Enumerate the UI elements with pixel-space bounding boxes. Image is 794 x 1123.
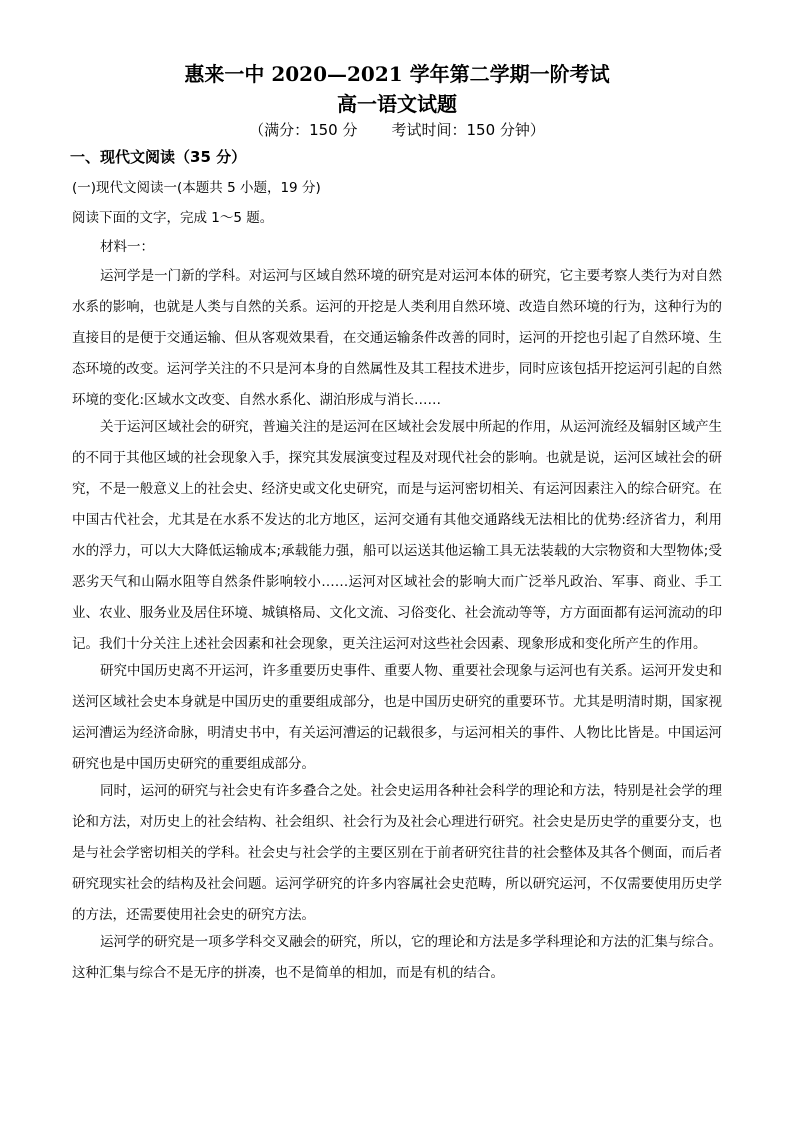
paragraph: 同时，运河的研究与社会史有许多叠合之处。社会史运用各种社会科学的理论和方法，特别是社会学的理论和方法，对历史上的社会结构、社会组织、社会行为及社会心理进行研究。社会史是历史学的重要分支，也是与社会学密切相关的学科。社会史与社会学的主要区别在于前者研究往昔的社会整体及其各个侧面，而后者研究现实社会的结构及社会问题。运河学研究的许多内容属社会史范畴，所以研究运河，不仅需要使用历史学的方法，还需要使用社会史的研究方法。 bbox=[72, 783, 722, 923]
part-heading: (一)现代文阅读一(本题共 5 小题，19 分) bbox=[72, 180, 321, 196]
material-label: 材料一： bbox=[100, 239, 154, 255]
exam-subject-title: 高一语文试题 bbox=[337, 92, 457, 116]
paragraph: 研究中国历史离不开运河，许多重要历史事件、重要人物、重要社会现象与运河也有关系。运河开发史和送河区域社会史本身就是中国历史的重要组成部分，也是中国历史研究的重要环节。尤其是明清时期，国家视运河漕运为经济命脉，明清史书中，有关运河漕运的记载很多，与运河相关的事件、人物比比皆是。中国运河研究也是中国历史研究的重要组成部分。 bbox=[72, 663, 722, 772]
reading-passage bbox=[72, 261, 722, 985]
section-heading: 一、现代文阅读（35 分） bbox=[70, 148, 247, 166]
paragraph: 关于运河区域社会的研究，普遍关注的是运河在区域社会发展中所起的作用，从运河流经及辐射区域产生的不同于其他区域的社会现象入手，探究其发展演变过程及对现代社会的影响。也就是说，运河区域社会的研究，不是一般意义上的社会史、经济史或文化史研究，而是与运河密切相关、有运河因素注入的综合研究。在中国古代社会，尤其是在水系不发达的北方地区，运河交通有其他交通路线无法相比的优势:经济省力，利用水的浮力，可以大大降低运输成本;承载能力强，船可以运送其他运输工具无法装载的大宗物资和大型物体;受恶劣天气和山隔水阻等自然条件影响较小……运河对区域社会的影响大而广泛举凡政治、军事、商业、手工业、农业、服务业及居住环境、城镇格局、文化文流、习俗变化、社会流动等等，方方面面都有运河流动的印记。我们十分关注上述社会因素和社会现象，更关注运河对这些社会因素、现象形成和变化所产生的作用。 bbox=[72, 419, 722, 652]
paragraph: 运河学是一门新的学科。对运河与区域自然环境的研究是对运河本体的研究，它主要考察人类行为对自然水系的影响，也就是人类与自然的关系。运河的开挖是人类利用自然环境、改造自然环境的行为，这种行为的直接目的是便于交通运输、但从客观效果看，在交通运输条件改善的同时，运河的开挖也引起了自然环境、生态环境的改变。运河学关注的不只是河本身的自然属性及其工程技术进步，同时应该包括开挖运河引起的自然环境的变化:区域水文改变、自然水系化、湖泊形成与消长…… bbox=[72, 268, 722, 408]
exam-info bbox=[0, 119, 794, 141]
full-score: （满分：150 分 bbox=[249, 121, 358, 139]
instruction: 阅读下面的文字，完成 1～5 题。 bbox=[72, 210, 274, 226]
exam-title: 惠来一中 2020—2021 学年第二学期一阶考试 bbox=[184, 62, 610, 86]
paragraph: 运河学的研究是一项多学科交叉融会的研究，所以，它的理论和方法是多学科理论和方法的汇集与综合。这种汇集与综合不是无序的拼凑，也不是简单的相加，而是有机的结合。 bbox=[72, 934, 722, 981]
exam-time: 考试时间：150 分钟） bbox=[391, 121, 545, 139]
